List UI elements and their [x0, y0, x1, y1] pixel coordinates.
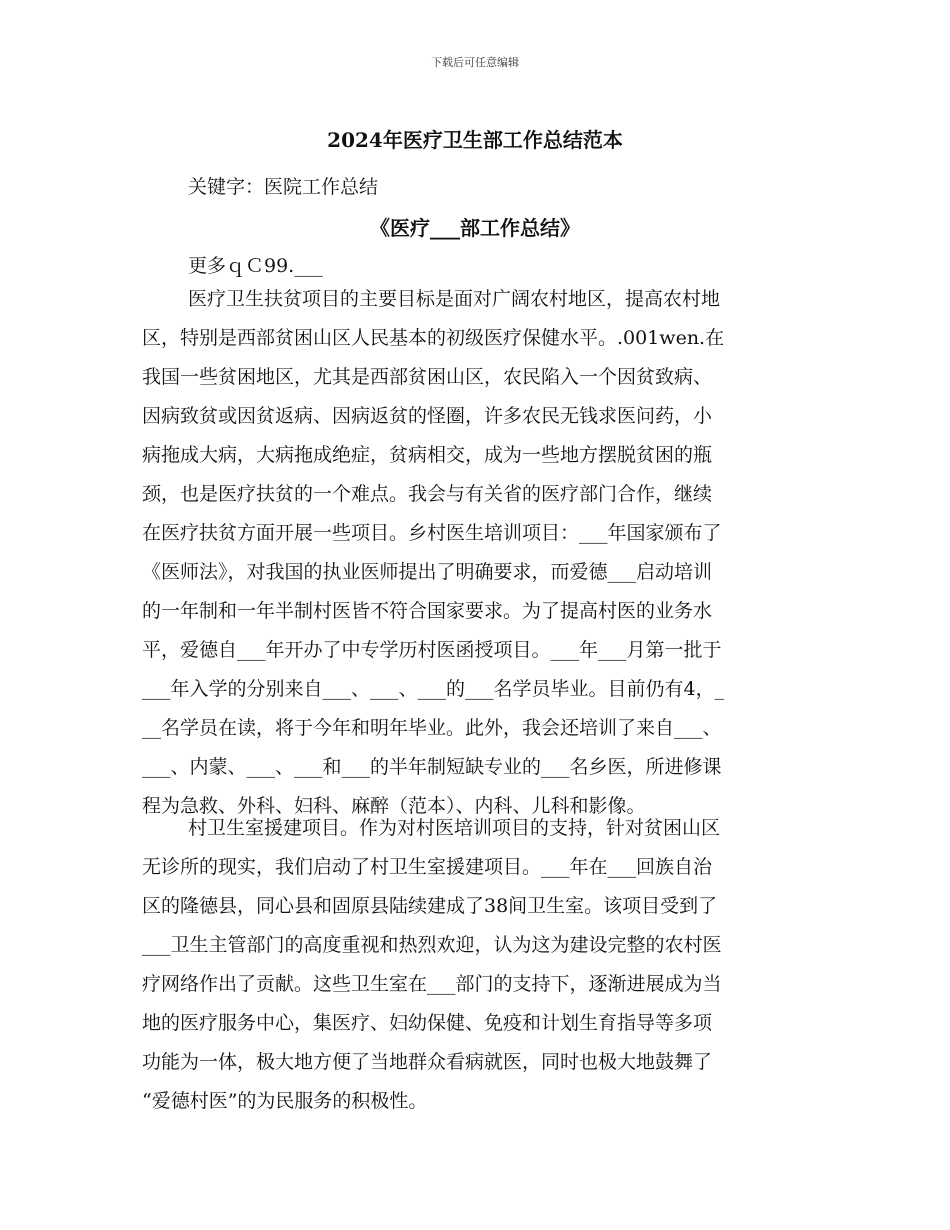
paragraph-line: __名学员在读，将于今年和明年毕业。此外，我会还培训了来自___、 [142, 717, 722, 739]
paragraph-line: 平，爱德自___年开办了中专学历村医函授项目。___年___月第一批于 [142, 639, 722, 661]
header-note: 下载后可任意编辑 [431, 56, 519, 69]
paragraph-line: 程为急救、外科、妇科、麻醉（范本）、内科、儿科和影像。 [142, 795, 646, 817]
paragraph-line: 在医疗扶贫方面开展一些项目。乡村医生培训项目：___年国家颁布了 [142, 522, 722, 544]
paragraph-line: 的一年制和一年半制村医皆不符合国家要求。为了提高村医的业务水 [142, 600, 713, 622]
paragraph-line: 医疗卫生扶贫项目的主要目标是面对广阔农村地区，提高农村地 [188, 288, 721, 310]
paragraph-line: 病拖成大病，大病拖成绝症，贫病相交，成为一些地方摆脱贫困的瓶 [142, 444, 713, 466]
paragraph-line: ___年入学的分别来自___、___、___的___名学员毕业。目前仍有4，_ [142, 678, 725, 700]
paragraph-line: ___卫生主管部门的高度重视和热烈欢迎，认为这为建设完整的农村医 [142, 934, 722, 956]
paragraph-line: 疗网络作出了贡献。这些卫生室在___部门的支持下，逐渐进展成为当 [142, 973, 722, 995]
paragraph-line: 无诊所的现实，我们启动了村卫生室援建项目。___年在___回族自治 [142, 856, 713, 878]
paragraph-line: 颈，也是医疗扶贫的一个难点。我会与有关省的医疗部门合作，继续 [142, 483, 713, 505]
paragraph-line: ___、内蒙、___、___和___的半年制短缺专业的___名乡医，所进修课 [142, 756, 722, 778]
paragraph-line: 区的隆德县，同心县和固原县陆续建成了38间卫生室。该项目受到了 [142, 895, 718, 917]
paragraph-line: 《医师法》，对我国的执业医师提出了明确要求，而爱德___启动培训 [142, 561, 713, 583]
paragraph-line: 我国一些贫困地区，尤其是西部贫困山区，农民陷入一个因贫致病、 [142, 366, 713, 388]
document-title: 2024年医疗卫生部工作总结范本 [327, 128, 623, 152]
paragraph-line: 村卫生室援建项目。作为对村医培训项目的支持，针对贫困山区 [188, 817, 721, 839]
more-line: 更多ｑＣ99.___ [188, 255, 323, 277]
paragraph-line: 功能为一体，极大地方便了当地群众看病就医，同时也极大地鼓舞了 [142, 1051, 713, 1073]
paragraph-line: 因病致贫或因贫返病、因病返贫的怪圈，许多农民无钱求医问药，小 [142, 405, 713, 427]
paragraph-line: 地的医疗服务中心，集医疗、妇幼保健、免疫和计划生育指导等多项 [142, 1012, 713, 1034]
keywords-line: 关键字：医院工作总结 [188, 176, 379, 198]
paragraph-line: 区，特别是西部贫困山区人民基本的初级医疗保健水平。.001wen.在 [142, 327, 725, 349]
paragraph-clinic-construction [142, 809, 822, 1121]
document-subtitle: 《医疗___部工作总结》 [370, 216, 580, 240]
paragraph-poverty-relief [142, 280, 822, 826]
paragraph-line: “爱德村医”的为民服务的积极性。 [142, 1090, 428, 1112]
